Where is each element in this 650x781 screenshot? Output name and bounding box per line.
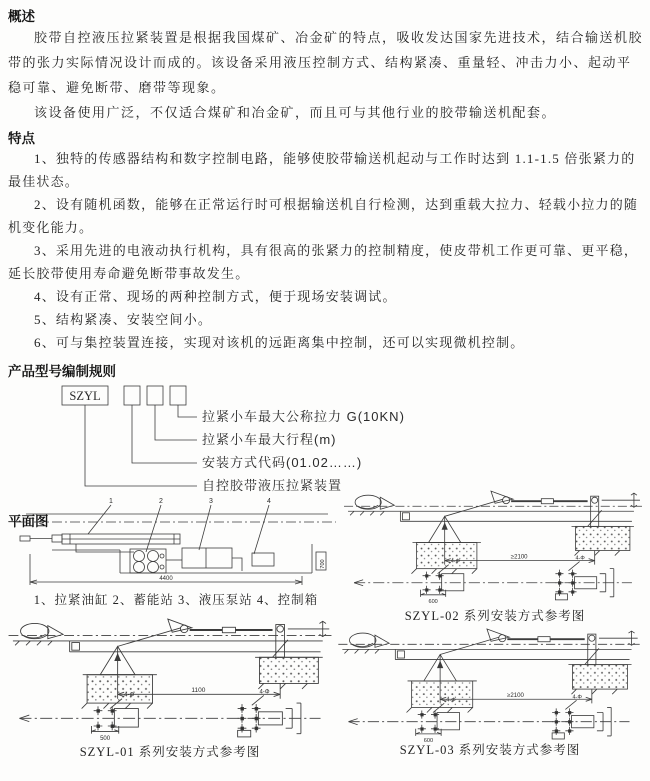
plan-layout-legend: 1、拉紧油缸 2、蓄能站 3、液压泵站 4、控制箱: [33, 593, 319, 607]
szyl-03-diagram: [336, 628, 642, 745]
model-label-install-code: 安装方式代码(01.02……): [202, 455, 363, 470]
feature-item-2: 2、设有随机函数，能够在正常运行时可根据输送机自行检测，达到重载大拉力、轻载小拉力的随机变化能力。: [8, 197, 639, 235]
bolt-callout-right: 4-Φ: [575, 555, 585, 562]
model-label-device-name: 自控胶带液压拉紧装置: [202, 478, 343, 493]
model-rules-heading: 产品型号编制规则: [8, 364, 116, 379]
callout-4: 4: [267, 498, 271, 505]
feature-item-5: 5、结构紧凑、安装空间小。: [34, 312, 213, 327]
overview-paragraph-2: 该设备使用广泛，不仅适合煤矿和冶金矿，而且可与其他行业的胶带输送机配套。: [34, 105, 557, 120]
callout-3: 3: [209, 498, 213, 505]
overview-paragraph-1: 胶带自控液压拉紧装置是根据我国煤矿、冶金矿的特点，吸收发达国家先进技术，结合输送机胶带的张力实际情况设计而成的。该设备采用液压控制方式、结构紧凑、重量轻、冲击力小、起动平稳可靠、避免断带、磨带等现象。: [8, 30, 644, 95]
dim-overall-length: 4400: [159, 576, 173, 582]
features-heading: 特点: [8, 131, 35, 146]
szyl-01-caption: SZYL-01 系列安装方式参考图: [79, 745, 261, 759]
feature-item-4: 4、设有正常、现场的两种控制方式，便于现场安装调试。: [34, 289, 397, 304]
callout-2: 2: [159, 498, 163, 505]
dim-span-02: ≥2100: [510, 554, 528, 561]
plan-view-heading: 平面图: [8, 514, 49, 529]
dim-height: 700: [320, 559, 326, 569]
bolt-callout-left: 4-Φ: [446, 697, 456, 704]
feature-item-3: 3、采用先进的电液动执行机构，具有很高的张紧力的控制精度，使皮带机工作更可靠、更平稳，延长胶带使用寿命避免断带事故发生。: [8, 243, 639, 281]
bolt-callout-right: 4-Φ: [572, 694, 582, 701]
bolt-callout-left: 4-Φ: [124, 692, 135, 699]
dim-bolt-01: 500: [100, 736, 111, 743]
model-label-travel: 拉紧小车最大行程(m): [202, 432, 337, 447]
model-code: SZYL: [69, 389, 101, 403]
diagram-area: [0, 478, 650, 781]
feature-item-1: 1、独特的传感器结构和数字控制电路，能够使胶带输送机起动与工作时达到 1.1-1.5 倍张紧力的最佳状态。: [8, 151, 636, 189]
szyl-03-caption: SZYL-03 系列安装方式参考图: [399, 743, 581, 757]
szyl-02-diagram: [342, 490, 644, 605]
plan-layout-diagram: [16, 494, 336, 589]
text-flow: [8, 5, 644, 530]
model-label-pull-force: 拉紧小车最大公称拉力 G(10KN): [202, 409, 405, 424]
callout-1: 1: [109, 498, 113, 505]
overview-heading: 概述: [8, 9, 35, 24]
szyl-01-diagram: [6, 618, 334, 743]
bolt-callout-left: 4-Φ: [450, 558, 461, 565]
dim-span-01: 1100: [191, 687, 206, 695]
bolt-callout-right: 4-Φ: [259, 689, 270, 696]
feature-item-6: 6、可与集控装置连接，实现对该机的远距离集中控制，还可以实现微机控制。: [34, 335, 525, 350]
dim-bolt-02: 600: [428, 598, 438, 605]
szyl-02-caption: SZYL-02 系列安装方式参考图: [404, 609, 586, 623]
dim-bolt-03: 600: [423, 738, 434, 745]
dim-span-03: ≥2100: [507, 692, 524, 700]
